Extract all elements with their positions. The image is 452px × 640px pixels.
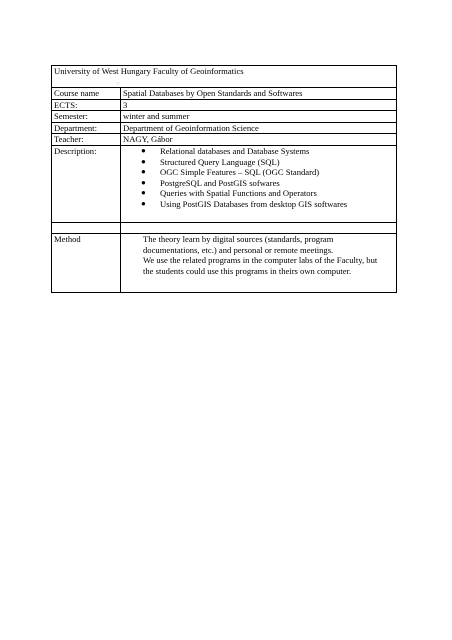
header-row	[52, 66, 397, 88]
method-line: We use the related programs in the computer labs of the Faculty, but	[143, 255, 378, 266]
list-item	[123, 146, 394, 157]
list-item-text: Using PostGIS Databases from desktop GIS softwares	[160, 198, 348, 209]
bullet-icon: ●	[141, 188, 146, 198]
list-item-text: Structured Query Language (SQL)	[160, 156, 280, 167]
method-cell	[121, 233, 397, 292]
info-row-teacher	[52, 134, 397, 146]
method-line: the students could use this programs in theirs own computer.	[143, 265, 352, 276]
course-table	[51, 65, 397, 293]
list-item-text: OGC Simple Features – SQL (OGC Standard)	[160, 167, 320, 178]
department-label: Department:	[52, 122, 121, 134]
description-row	[52, 145, 397, 222]
list-item	[123, 188, 394, 199]
method-label: Method	[52, 233, 121, 292]
list-item-text: Relational databases and Database Systems	[160, 145, 310, 156]
bullet-icon: ●	[141, 167, 146, 177]
method-text	[123, 234, 394, 276]
course-name-value: Spatial Databases by Open Standards and Softwares	[121, 88, 397, 100]
list-item	[123, 178, 394, 189]
teacher-label: Teacher:	[52, 134, 121, 146]
bullet-icon: ●	[141, 177, 146, 187]
spacer-label-cell	[52, 222, 121, 233]
list-item	[123, 199, 394, 210]
course-name-label: Course name	[52, 88, 121, 100]
ects-value: 3	[121, 99, 397, 111]
description-list	[123, 146, 394, 210]
ects-label: ECTS:	[52, 99, 121, 111]
semester-label: Semester:	[52, 111, 121, 123]
spacer-value-cell	[121, 222, 397, 233]
formatting-mark-icon: ○	[116, 81, 120, 87]
bullet-icon: ●	[141, 156, 146, 166]
department-value: Department of Geoinformation Science	[121, 122, 397, 134]
bullet-icon: ●	[141, 198, 146, 208]
info-row-semester	[52, 111, 397, 123]
method-row	[52, 233, 397, 292]
faculty-title: University of West Hungary Faculty of Geoinformatics	[54, 66, 244, 76]
description-label: Description:	[52, 145, 121, 222]
info-row-ects	[52, 99, 397, 111]
list-item-text: Queries with Spatial Functions and Operators	[160, 188, 317, 199]
info-row-course-name	[52, 88, 397, 100]
list-item-text: PostgreSQL and PostGIS sofwares	[160, 177, 280, 188]
bullet-icon: ●	[141, 145, 146, 155]
semester-value: winter and summer	[121, 111, 397, 123]
method-line: documentations, etc.) and personal or remote meetings.	[143, 244, 334, 255]
teacher-value: NAGY, Gábor	[121, 134, 397, 146]
header-cell	[52, 66, 397, 88]
method-line: The theory learn by digital sources (standards, program	[143, 233, 334, 244]
list-item	[123, 157, 394, 168]
spacer-row	[52, 222, 397, 233]
description-cell	[121, 145, 397, 222]
info-row-department	[52, 122, 397, 134]
list-item	[123, 167, 394, 178]
